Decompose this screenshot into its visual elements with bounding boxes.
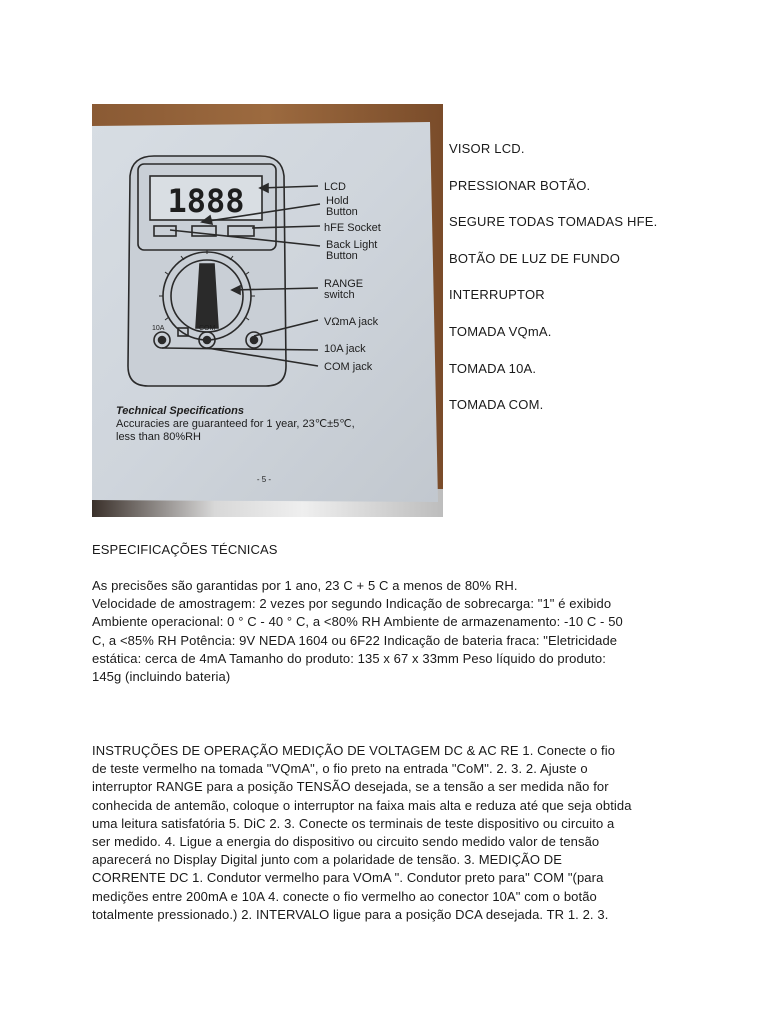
specs-line: estática: cerca de 4mA Tamanho do produto: 135 x 67 x 33mm Peso líquido do produto: — [92, 650, 606, 666]
callout-hold-button: Button — [326, 206, 358, 218]
callout-10a-jack: 10A jack — [324, 343, 366, 355]
specs-body — [92, 577, 682, 686]
label-pressionar-botao: PRESSIONAR BOTÃO. — [449, 177, 591, 193]
instructions-line: totalmente pressionado.) 2. INTERVALO ligue para a posição DCA desejada. TR 1. 2. 3. — [92, 906, 609, 922]
specs-line: C, a <85% RH Potência: 9V NEDA 1604 ou 6F22 Indicação de bateria fraca: "Eletricidade — [92, 632, 618, 648]
callout-back-light-button: Button — [326, 250, 358, 262]
instructions-line: medições entre 200mA e 10A 4. conecte o fio vermelho ao conector 10A" com o botão — [92, 888, 597, 904]
photo-spec-line-1: Accuracies are guaranteed for 1 year, 23℃±5℃, — [116, 418, 355, 430]
photo-page-number: - 5 - — [256, 475, 272, 484]
instructions-line: interruptor RANGE para a posição TENSÃO desejada, se a tensão a ser medida não for — [92, 779, 609, 795]
specs-line: Ambiente operacional: 0 ° C - 40 ° C, a <80% RH Ambiente de armazenamento: -10 C - 50 — [92, 614, 623, 630]
label-tomadas-hfe: SEGURE TODAS TOMADAS HFE. — [449, 214, 658, 230]
label-tomada-com: TOMADA COM. — [449, 397, 544, 413]
callout-vohm-jack: VΩmA jack — [324, 316, 379, 328]
callout-translations — [449, 140, 749, 433]
label-interruptor: INTERRUPTOR — [449, 287, 545, 303]
callout-back-light: Back Light — [326, 239, 378, 251]
callout-lcd: LCD — [324, 181, 347, 193]
photo-spec-title: Technical Specifications — [116, 405, 244, 417]
jack-label-com: COM — [199, 325, 216, 332]
callout-hfe-socket: hFE Socket — [324, 222, 381, 234]
callout-range: RANGE — [324, 278, 364, 290]
label-tomada-vqma: TOMADA VQmA. — [449, 323, 552, 339]
instructions-line: de teste vermelho na tomada "VQmA", o fio preto na entrada "CoM". 2. 3. 2. Ajuste o — [92, 761, 588, 777]
jack-label-10a: 10A — [152, 325, 165, 332]
instructions-line: uma leitura satisfatória 5. DiC 2. 3. Conecte os terminais de teste dispositivo ou circuito a — [92, 815, 615, 831]
label-visor-lcd: VISOR LCD. — [449, 141, 525, 156]
photo-spec-line-2: less than 80%RH — [116, 431, 201, 443]
label-luz-de-fundo: BOTÃO DE LUZ DE FUNDO — [449, 250, 621, 266]
specs-heading-block — [92, 541, 682, 559]
instructions-line: ser medido. 4. Ligue a energia do dispositivo ou circuito sendo medido valor de tensão — [92, 834, 600, 850]
specs-line: As precisões são garantidas por 1 ano, 23 C + 5 C a menos de 80% RH. — [92, 578, 518, 593]
specs-heading: ESPECIFICAÇÕES TÉCNICAS — [92, 542, 278, 557]
manual-photo — [92, 104, 443, 517]
instructions-body — [92, 742, 682, 924]
callout-com-jack: COM jack — [324, 361, 373, 373]
label-tomada-10a: TOMADA 10A. — [449, 360, 537, 376]
specs-line: 145g (incluindo bateria) — [92, 669, 231, 685]
instructions-line: CORRENTE DC 1. Condutor vermelho para VOmA ". Condutor preto para" COM "(para — [92, 870, 604, 886]
callout-hold: Hold — [326, 195, 349, 207]
callout-range-switch: switch — [324, 289, 355, 301]
specs-line: Velocidade de amostragem: 2 vezes por segundo Indicação de sobrecarga: "1" é exibido — [92, 596, 612, 612]
instructions-line: INSTRUÇÕES DE OPERAÇÃO MEDIÇÃO DE VOLTAGEM DC & AC RE 1. Conecte o fio — [92, 743, 616, 758]
instructions-line: conhecida de antemão, coloque o interruptor na faixa mais alta e reduza até que seja obtida — [92, 797, 632, 813]
lcd-digits: 1888 — [167, 182, 245, 220]
instructions-line: aparecerá no Display Digital junto com a polaridade de tensão. 3. MEDIÇÃO DE — [92, 852, 563, 868]
